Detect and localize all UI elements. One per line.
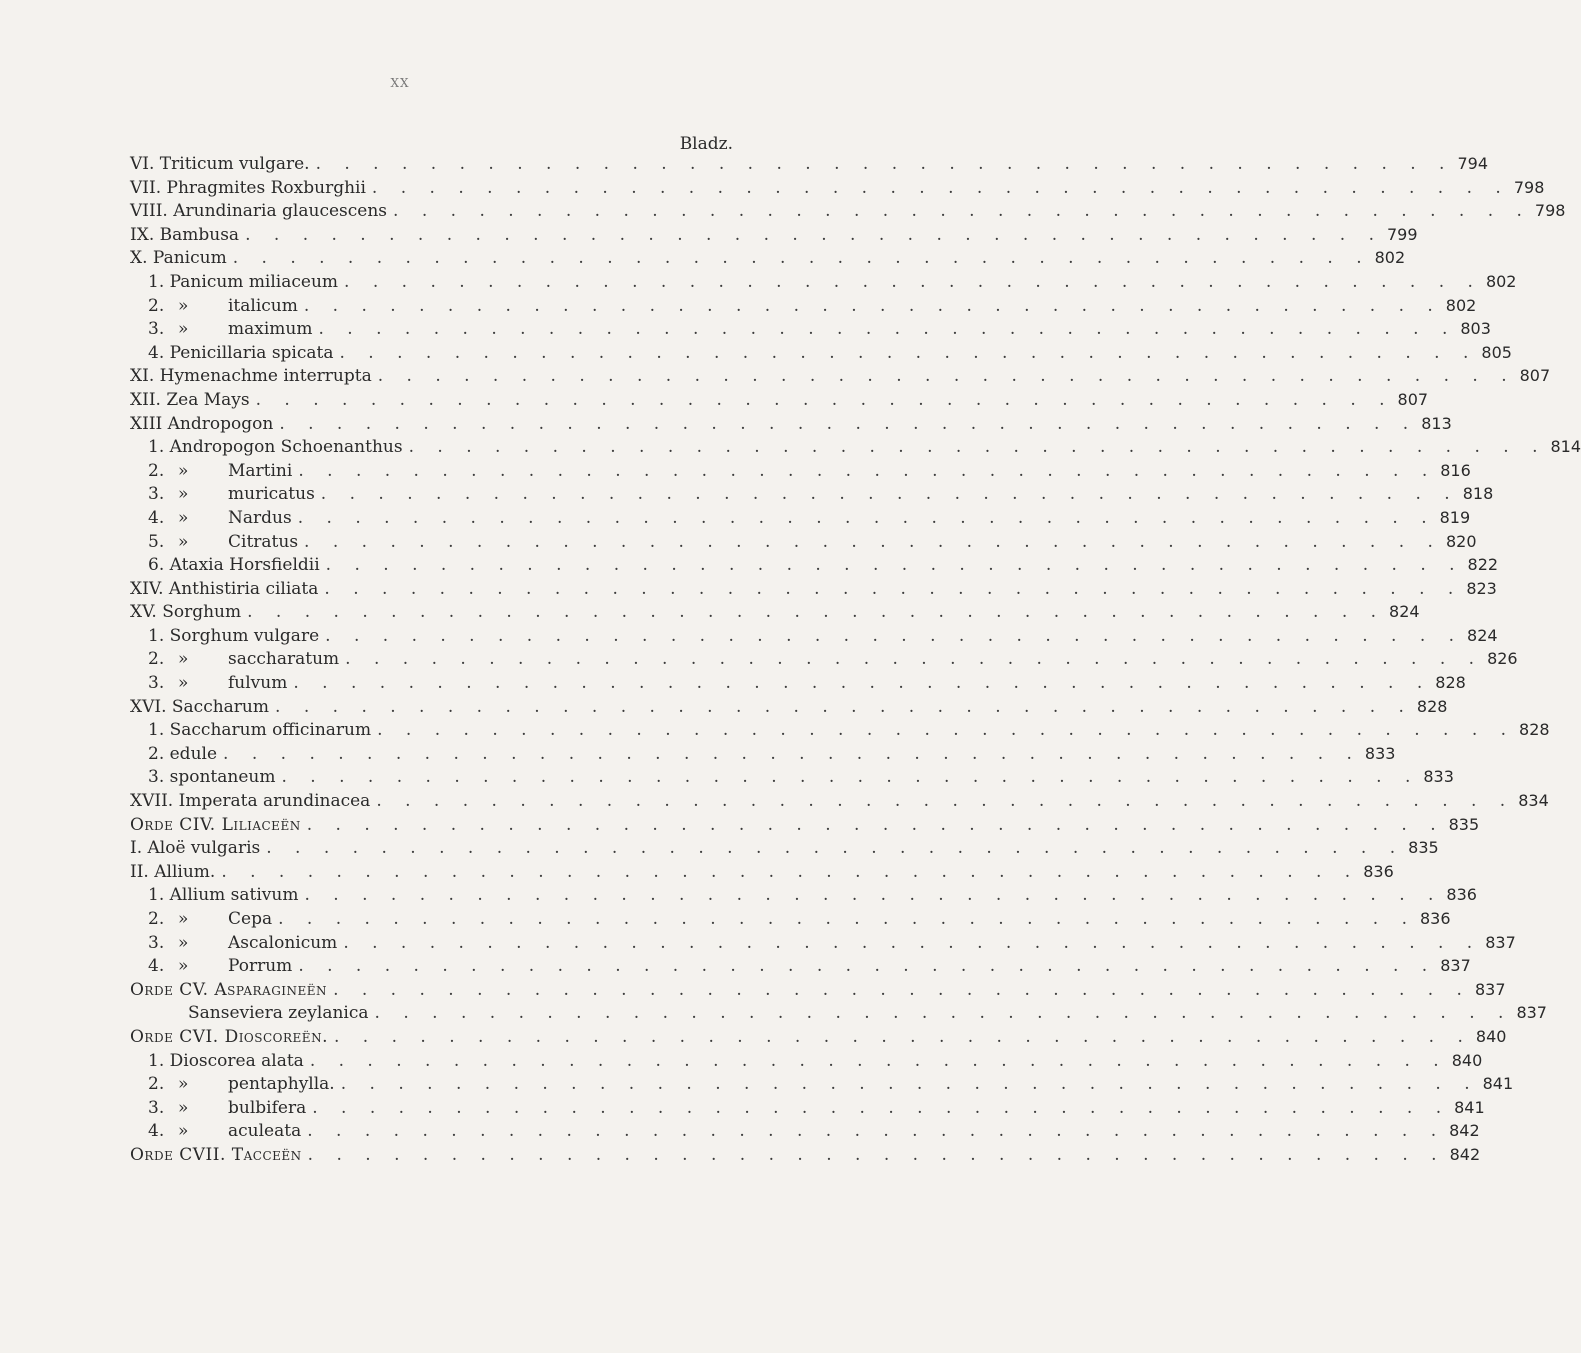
toc-entry: [130, 506, 1471, 530]
toc-entry-page: 842: [1449, 1144, 1481, 1164]
toc-entry-page: 841: [1482, 1074, 1514, 1094]
dot-leader: . . . . . . . . . . . . . . . . . . . . . . . . . . . . . . . . . . . . . . . .: [279, 413, 1418, 434]
toc-entry: [130, 813, 1480, 837]
ditto-mark: »: [178, 484, 189, 505]
toc-entry-label: XIV. Anthistiria ciliata: [130, 578, 319, 599]
toc-entry-page: 837: [1440, 956, 1471, 976]
dot-leader: . . . . . . . . . . . . . . . . . . . . . . . . . . . . . . . . . . . . . . . .: [307, 1144, 1446, 1165]
toc-entry-number: 3.: [148, 1097, 165, 1118]
ditto-mark: »: [178, 932, 189, 953]
toc-entry: [130, 836, 1439, 860]
dot-leader: . . . . . . . . . . . . . . . . . . . . . . . . . . . . . . . . . . . . . . . .: [293, 673, 1432, 694]
toc-entry: [130, 152, 1489, 176]
ditto-mark: »: [178, 649, 189, 670]
dot-leader: . . . . . . . . . . . . . . . . . . . . . . . . . . . . . . . . . . . . . . . .: [275, 696, 1413, 717]
toc-entry-page: 819: [1439, 507, 1471, 527]
toc-entry-label: 6. Ataxia Horsfieldii: [148, 555, 320, 576]
toc-entry-number: 2.: [148, 909, 165, 929]
toc-entry-name: italicum: [228, 295, 298, 316]
ditto-mark: »: [178, 531, 189, 552]
toc-entry-page: 833: [1423, 767, 1454, 787]
toc-entry: [130, 647, 1518, 671]
toc-entry-page: 799: [1386, 224, 1418, 244]
toc-entry-label: 1. Allium sativum: [148, 885, 299, 906]
dot-leader: . . . . . . . . . . . . . . . . . . . . . . . . . . . . . . . . . . . . . . . .: [408, 437, 1547, 458]
toc-entry: [130, 695, 1448, 719]
toc-entry-label: [148, 483, 315, 507]
toc-entry-label: Sanseviera zeylanica: [188, 1003, 369, 1024]
toc-entry: [130, 1025, 1507, 1049]
dot-leader: . . . . . . . . . . . . . . . . . . . . . . . . . . . . . . . . . . . . . . . .: [307, 1121, 1446, 1142]
dot-leader: . . . . . . . . . . . . . . . . . . . . . . . . . . . . . . . . . . . . . . . .: [278, 909, 1416, 929]
toc-entry-label: XVII. Imperata arundinacea: [130, 791, 371, 812]
toc-entry-label: Orde CVI. Dioscoreën.: [130, 1026, 328, 1047]
toc-entry-number: 3.: [148, 673, 165, 694]
toc-entry-page: 836: [1363, 861, 1394, 881]
toc-entry-label: 1. Andropogon Schoenanthus: [148, 437, 403, 458]
toc-entry: [130, 388, 1429, 412]
dot-leader: . . . . . . . . . . . . . . . . . . . . . . . . . . . . . . . . . . . . . . . .: [393, 201, 1531, 222]
toc-entry: [130, 553, 1499, 577]
toc-entry-page: 798: [1513, 177, 1545, 197]
dot-leader: . . . . . . . . . . . . . . . . . . . . . . . . . . . . . . . . . . . . . . . .: [339, 342, 1478, 363]
toc-entry: [130, 530, 1477, 554]
toc-entry-page: 840: [1475, 1026, 1507, 1046]
dot-leader: . . . . . . . . . . . . . . . . . . . . . . . . . . . . . . . . . . . . . . . .: [333, 1026, 1472, 1047]
toc-entry-page: 833: [1364, 743, 1396, 763]
toc-entry-page: 828: [1416, 696, 1448, 716]
toc-entry: [130, 931, 1516, 955]
toc-entry-page: 816: [1440, 460, 1471, 480]
toc-entry: [130, 742, 1396, 766]
toc-entry-number: 4.: [148, 507, 165, 528]
dot-leader: . . . . . . . . . . . . . . . . . . . . . . . . . . . . . . . . . . . . . . . .: [232, 248, 1371, 269]
toc-entry-page: 828: [1519, 720, 1550, 740]
dot-leader: . . . . . . . . . . . . . . . . . . . . . . . . . . . . . . . . . . . . . . . .: [247, 602, 1386, 623]
toc-entry-name: Nardus: [228, 507, 292, 528]
dot-leader: . . . . . . . . . . . . . . . . . . . . . . . . . . . . . . . . . . . . . . . .: [325, 555, 1464, 576]
toc-entry-page: 822: [1467, 555, 1499, 575]
page-marker: XX: [390, 76, 410, 90]
toc-entry-label: [148, 295, 298, 319]
dot-leader: . . . . . . . . . . . . . . . . . . . . . . . . . . . . . . . . . . . . . . . .: [298, 460, 1437, 481]
toc-entry: [130, 223, 1418, 247]
dot-leader: . . . . . . . . . . . . . . . . . . . . . . . . . . . . . . . . . . . . . . . .: [223, 743, 1361, 764]
toc-entry-page: 802: [1485, 271, 1517, 291]
toc-entry-name: fulvum: [228, 673, 288, 694]
toc-entry-page: 824: [1389, 602, 1420, 622]
toc-entry: [130, 270, 1517, 294]
toc-entry-label: XI. Hymenachme interrupta: [130, 366, 372, 387]
toc-entry: [130, 624, 1498, 648]
toc-entry: [130, 1119, 1480, 1143]
toc-entry-label: [148, 531, 298, 555]
toc-entry-page: 818: [1462, 484, 1494, 504]
toc-entry-label: [148, 672, 287, 696]
toc-entry-number: 3.: [148, 319, 165, 340]
toc-entry-number: 4.: [148, 956, 165, 977]
dot-leader: . . . . . . . . . . . . . . . . . . . . . . . . . . . . . . . . . . . . . . . .: [315, 154, 1454, 174]
ditto-mark: »: [178, 295, 189, 316]
dot-leader: . . . . . . . . . . . . . . . . . . . . . . . . . . . . . . . . . . . . . . . .: [344, 271, 1482, 292]
dot-leader: . . . . . . . . . . . . . . . . . . . . . . . . . . . . . . . . . . . . . . . .: [255, 389, 1394, 410]
toc-entry-name: Citratus: [228, 531, 299, 552]
toc-entry: [130, 294, 1477, 318]
toc-entry-page: 837: [1485, 932, 1516, 952]
toc-entry-label: 1. Dioscorea alata: [148, 1050, 304, 1071]
toc-entry-name: saccharatum: [228, 649, 340, 670]
toc-entry-number: 4.: [148, 1121, 165, 1142]
toc-entry: [130, 789, 1549, 813]
toc-entry-page: 794: [1457, 154, 1489, 173]
toc-entry-label: [148, 507, 292, 531]
toc-entry-page: 807: [1519, 366, 1551, 386]
toc-entry-number: 2.: [148, 1074, 165, 1095]
toc-entry: [130, 459, 1471, 483]
dot-leader: . . . . . . . . . . . . . . . . . . . . . . . . . . . . . . . . . . . . . . . .: [221, 861, 1360, 882]
toc-entry: [130, 860, 1394, 884]
toc-entry-label: [148, 648, 339, 672]
toc-entry: [130, 199, 1566, 223]
dot-leader: . . . . . . . . . . . . . . . . . . . . . . . . . . . . . . . . . . . . . . . .: [343, 932, 1482, 953]
toc-entry-name: Ascalonicum: [228, 932, 338, 953]
toc-entry-label: 1. Saccharum officinarum: [148, 720, 372, 741]
dot-leader: . . . . . . . . . . . . . . . . . . . . . . . . . . . . . . . . . . . . . . . .: [345, 649, 1484, 670]
dot-leader: . . . . . . . . . . . . . . . . . . . . . . . . . . . . . . . . . . . . . . . .: [374, 1003, 1513, 1024]
toc-entry-label: [148, 1073, 335, 1097]
toc-entry-page: 836: [1420, 909, 1451, 928]
toc-entry-page: 823: [1466, 578, 1497, 598]
toc-entry-number: 3.: [148, 932, 165, 953]
ditto-mark: »: [178, 319, 189, 340]
toc-entry-label: 2. edule: [148, 743, 218, 764]
toc-entry-label: 4. Penicillaria spicata: [148, 342, 334, 363]
dot-leader: . . . . . . . . . . . . . . . . . . . . . . . . . . . . . . . . . . . . . . . .: [297, 507, 1436, 528]
toc-entry-page: 814: [1550, 437, 1581, 457]
toc-entry-name: maximum: [228, 319, 313, 340]
dot-leader: . . . . . . . . . . . . . . . . . . . . . . . . . . . . . . . . . . . . . . . .: [325, 625, 1464, 646]
toc-entry: [130, 435, 1581, 459]
toc-entry: [130, 317, 1491, 341]
toc-entry-page: 828: [1435, 673, 1466, 693]
toc-entry-page: 813: [1421, 413, 1452, 433]
toc-entry-label: [148, 460, 292, 484]
toc-entry-label: XIII Andropogon: [130, 413, 274, 434]
toc-entry-label: XII. Zea Mays: [130, 389, 250, 410]
toc-entry-label: [148, 318, 312, 342]
toc-entry-page: 802: [1445, 295, 1477, 315]
toc-entry: [130, 600, 1420, 624]
toc-entry: [130, 1072, 1514, 1096]
toc-entry: [130, 883, 1477, 907]
toc-entry: [130, 577, 1497, 601]
toc-entry-label: VI. Triticum vulgare.: [130, 154, 310, 174]
toc-entry-label: [148, 908, 272, 932]
dot-leader: . . . . . . . . . . . . . . . . . . . . . . . . . . . . . . . . . . . . . . . .: [377, 720, 1516, 741]
page-column-heading: Bladz.: [679, 134, 733, 154]
toc-entry-label: 1. Panicum miliaceum: [148, 271, 339, 292]
dot-leader: . . . . . . . . . . . . . . . . . . . . . . . . . . . . . . . . . . . . . . . .: [304, 885, 1443, 906]
toc-entry: [130, 978, 1506, 1002]
toc-entry: [130, 671, 1466, 695]
toc-entry-number: 2.: [148, 649, 165, 670]
toc-entry-label: [148, 955, 292, 979]
dot-leader: . . . . . . . . . . . . . . . . . . . . . . . . . . . . . . . . . . . . . . . .: [377, 366, 1516, 387]
toc-entry: [130, 907, 1451, 931]
dot-leader: . . . . . . . . . . . . . . . . . . . . . . . . . . . . . . . . . . . . . . . .: [298, 956, 1437, 977]
dot-leader: . . . . . . . . . . . . . . . . . . . . . . . . . . . . . . . . . . . . . . . .: [340, 1074, 1479, 1095]
dot-leader: . . . . . . . . . . . . . . . . . . . . . . . . . . . . . . . . . . . . . . . .: [304, 531, 1442, 552]
toc-entry-label: [148, 1120, 301, 1144]
toc-entry-label: Orde CIV. Liliaceën: [130, 814, 301, 835]
toc-entry-page: 837: [1474, 979, 1506, 999]
toc-entry-page: 805: [1481, 342, 1512, 362]
toc-entry: [130, 1001, 1547, 1025]
toc-entry-page: 842: [1449, 1121, 1480, 1141]
dot-leader: . . . . . . . . . . . . . . . . . . . . . . . . . . . . . . . . . . . . . . . .: [281, 767, 1420, 788]
toc-entry: [130, 246, 1406, 270]
ditto-mark: »: [178, 460, 189, 481]
dot-leader: . . . . . . . . . . . . . . . . . . . . . . . . . . . . . . . . . . . . . . . .: [245, 224, 1383, 245]
ditto-mark: »: [178, 507, 189, 528]
toc-entry-name: muricatus: [228, 484, 315, 505]
toc-entry-name: aculeata: [228, 1121, 302, 1142]
toc-entry-label: IX. Bambusa: [130, 224, 240, 245]
dot-leader: . . . . . . . . . . . . . . . . . . . . . . . . . . . . . . . . . . . . . . . .: [376, 791, 1515, 812]
toc-entry-page: 840: [1451, 1050, 1483, 1070]
toc-entry-label: [148, 932, 337, 956]
toc-entry-page: 807: [1397, 389, 1429, 409]
toc-entry-label: 1. Sorghum vulgare: [148, 625, 320, 646]
toc-entry: [130, 1096, 1485, 1120]
toc-entry-page: 835: [1448, 814, 1480, 834]
toc-entry: [130, 176, 1545, 200]
toc-entry-page: 802: [1374, 248, 1406, 268]
toc-entry: [130, 765, 1454, 789]
toc-entry: [130, 1143, 1481, 1167]
toc-entry: [130, 412, 1452, 436]
ditto-mark: »: [178, 1097, 189, 1118]
toc-entry-name: Porrum: [228, 956, 293, 977]
toc-entry-page: 820: [1445, 531, 1477, 551]
toc-entry: [130, 482, 1494, 506]
toc-entry-number: 2.: [148, 295, 165, 316]
toc-entry-label: II. Allium.: [130, 861, 216, 882]
dot-leader: . . . . . . . . . . . . . . . . . . . . . . . . . . . . . . . . . . . . . . . .: [303, 295, 1442, 316]
toc-entry: [130, 341, 1512, 365]
toc-entry-page: 837: [1516, 1003, 1547, 1023]
toc-entry: [130, 1049, 1483, 1073]
toc-entry-label: VIII. Arundinaria glaucescens: [130, 201, 388, 222]
ditto-mark: »: [178, 956, 189, 977]
toc-entry-number: 5.: [148, 531, 165, 552]
dot-leader: . . . . . . . . . . . . . . . . . . . . . . . . . . . . . . . . . . . . . . . .: [324, 578, 1463, 599]
toc-entry-page: 826: [1487, 649, 1518, 669]
toc-entry-number: 2.: [148, 460, 165, 481]
dot-leader: . . . . . . . . . . . . . . . . . . . . . . . . . . . . . . . . . . . . . . . .: [266, 838, 1405, 859]
ditto-mark: »: [178, 909, 189, 929]
toc-entry-name: Cepa: [228, 909, 273, 929]
dot-leader: . . . . . . . . . . . . . . . . . . . . . . . . . . . . . . . . . . . . . . . .: [320, 484, 1459, 505]
toc-entry-label: I. Aloë vulgaris: [130, 838, 261, 859]
dot-leader: . . . . . . . . . . . . . . . . . . . . . . . . . . . . . . . . . . . . . . . .: [333, 979, 1471, 1000]
toc-entry-label: VII. Phragmites Roxburghii: [130, 177, 366, 198]
ditto-mark: »: [178, 673, 189, 694]
toc-entry-label: 3. spontaneum: [148, 767, 276, 788]
toc-entry-label: X. Panicum: [130, 248, 227, 269]
dot-leader: . . . . . . . . . . . . . . . . . . . . . . . . . . . . . . . . . . . . . . . .: [318, 319, 1457, 340]
toc-entry-page: 798: [1534, 201, 1566, 221]
toc-entry-label: Orde CVII. Taccеën: [130, 1144, 302, 1165]
toc-entry-name: Martini: [228, 460, 293, 481]
ditto-mark: »: [178, 1121, 189, 1142]
toc-entry-name: pentaphylla.: [228, 1074, 335, 1095]
toc-entry-label: [148, 1097, 306, 1121]
toc-entry-page: 836: [1446, 885, 1477, 905]
dot-leader: . . . . . . . . . . . . . . . . . . . . . . . . . . . . . . . . . . . . . . . .: [371, 177, 1510, 198]
toc-entry-label: Orde CV. Asparagineën: [130, 979, 328, 1000]
toc-entry: [130, 364, 1551, 388]
toc-entry-label: XVI. Saccharum: [130, 696, 270, 717]
toc-entry-page: 835: [1408, 838, 1439, 858]
dot-leader: . . . . . . . . . . . . . . . . . . . . . . . . . . . . . . . . . . . . . . . .: [312, 1097, 1451, 1118]
toc-entry-page: 824: [1467, 625, 1498, 645]
toc-entry: [130, 718, 1550, 742]
toc-entry-page: 803: [1460, 319, 1491, 339]
toc-entry: [130, 954, 1471, 978]
toc-entry-number: 3.: [148, 484, 165, 505]
toc-entry-page: 841: [1454, 1097, 1485, 1117]
dot-leader: . . . . . . . . . . . . . . . . . . . . . . . . . . . . . . . . . . . . . . . .: [306, 814, 1445, 835]
table-of-contents: [130, 152, 1581, 1167]
toc-entry-label: XV. Sorghum: [130, 602, 242, 623]
ditto-mark: »: [178, 1074, 189, 1095]
toc-entry-page: 834: [1518, 791, 1549, 811]
dot-leader: . . . . . . . . . . . . . . . . . . . . . . . . . . . . . . . . . . . . . . . .: [309, 1050, 1448, 1071]
toc-entry-name: bulbifera: [228, 1097, 307, 1118]
